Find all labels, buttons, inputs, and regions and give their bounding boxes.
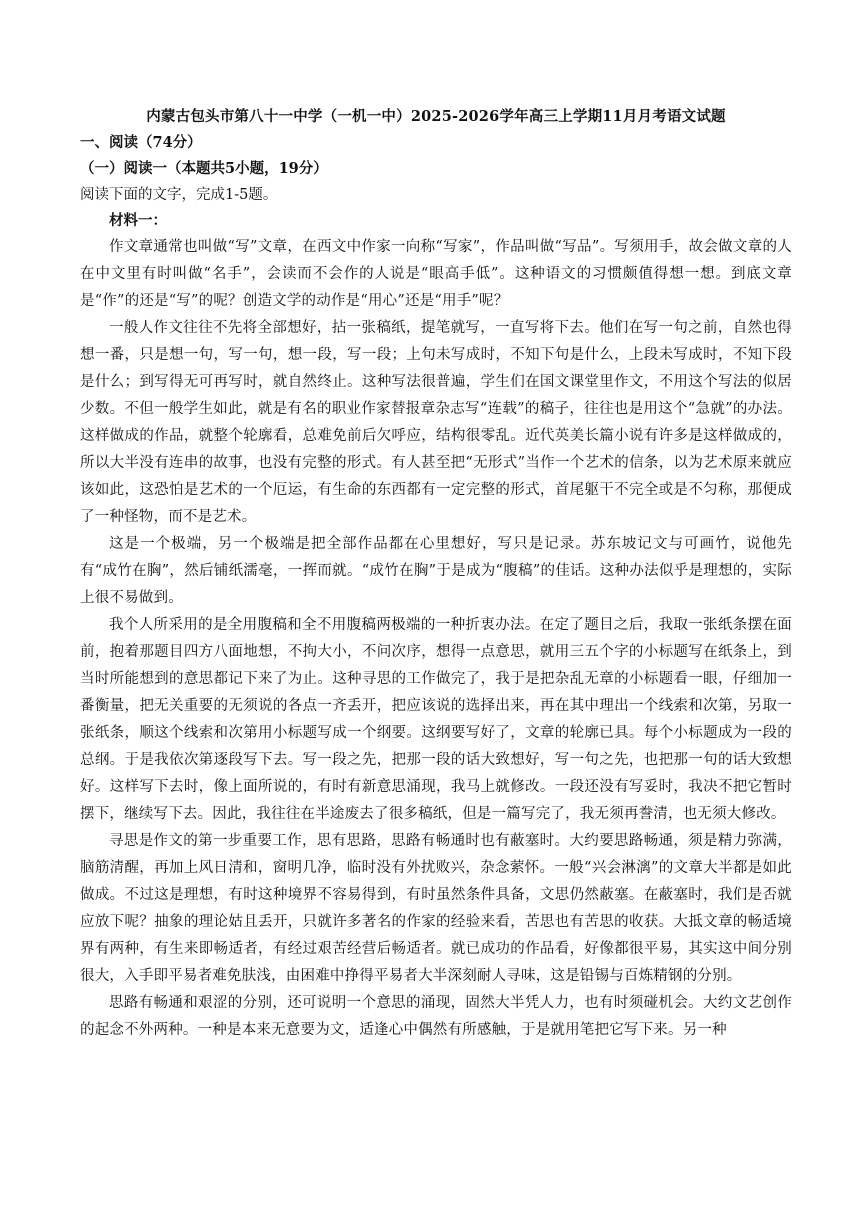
subsection-heading: （一）阅读一（本题共5小题，19分）: [80, 160, 328, 177]
document-page: [80, 106, 792, 1044]
reading-instruction: 阅读下面的文字，完成1-5题。: [80, 187, 278, 203]
paragraph-4: 我个人所采用的是全用腹稿和全不用腹稿两极端的一种折衷办法。在定了题目之后，我取一张纸条摆在面前，抱着那题目四方八面地想，不拘大小，不问次序，想得一点意思，就用三五个字的小标题写在纸条上，到当时所能想到的意思都记下来了为止。这种寻思的工作做完了，我于是把杂乱无章的小标题看一眼，仔细加一番衡量，把无关重要的无须说的各点一齐丢开，把应该说的选择出来，再在其中理出一个线索和次第，另取一张纸条，顺这个线索和次第用小标题写成一个纲要。这纲要写好了，文章的轮廓已具。每个小标题成为一段的总纲。于是我依次第逐段写下去。写一段之先，把那一段的话大致想好，写一句之先，也把那一句的话大致想好。这样写下去时，像上面所说的，有时有新意思涌现，我马上就修改。一段还没有写妥时，我决不把它暂时摆下，继续写下去。因此，我往往在半途废去了很多稿纸，但是一篇写完了，我无须再誊清，也无须大修改。: [80, 617, 792, 822]
material-label: 材料一：: [109, 212, 167, 229]
paragraph-6: 思路有畅通和艰涩的分别，还可说明一个意思的涌现，固然大半凭人力，也有时须碰机会。大约文艺创作的起念不外两种。一种是本来无意要为文，适逢心中偶然有所感触，于是就用笔把它写下来。另一种: [80, 995, 792, 1038]
paragraph-5: 寻思是作文的第一步重要工作，思有思路，思路有畅通时也有蔽塞时。大约要思路畅通，须是精力弥满，脑筋清醒，再加上风日清和，窗明几净，临时没有外扰败兴，杂念萦怀。一般“兴会淋漓”的文章大半都是如此做成。不过这是理想，有时这种境界不容易得到，有时虽然条件具备，文思仍然蔽塞。在蔽塞时，我们是否就应放下呢？抽象的理论姑且丢开，只就许多著名的作家的经验来看，苦思也有苦思的收获。大抵文章的畅适境界有两种，有生来即畅适者，有经过艰苦经营后畅适者。就已成功的作品看，好像都很平易，其实这中间分别很大，入手即平易者难免肤浅，由困难中挣得平易者大半深刻耐人寻味，这是铅锡与百炼精钢的分别。: [80, 833, 792, 984]
document-title: 内蒙古包头市第八十一中学（一机一中）2025-2026学年高三上学期11月月考语文试题: [146, 108, 726, 125]
paragraph-1: 作文章通常也叫做“写”文章，在西文中作家一向称“写家”，作品叫做“写品”。写须用手，故会做文章的人在中文里有时叫做“名手”，会读而不会作的人说是“眼高手低”。这种语文的习惯颇值得想一想。到底文章是“作”的还是“写”的呢？创造文学的动作是“用心”还是“用手”呢？: [80, 239, 792, 309]
section-heading: 一、阅读（74分）: [80, 134, 202, 151]
paragraph-2: 一般人作文往往不先将全部想好，拈一张稿纸，提笔就写，一直写将下去。他们在写一句之前，自然也得想一番，只是想一句，写一句，想一段，写一段；上句未写成时，不知下句是什么，上段未写成时，不知下段是什么；到写得无可再写时，就自然终止。这种写法很普遍，学生们在国文课堂里作文，不用这个写法的似居少数。不但一般学生如此，就是有名的职业作家替报章杂志写“连载”的稿子，往往也是用这个“急就”的办法。这样做成的作品，就整个轮廓看，总难免前后欠呼应，结构很零乱。近代英美长篇小说有许多是这样做成的，所以大半没有连串的故事，也没有完整的形式。有人甚至把“无形式”当作一个艺术的信条，以为艺术原来就应该如此，这恐怕是艺术的一个厄运，有生命的东西都有一定完整的形式，首尾躯干不完全或是不匀称，那便成了一种怪物，而不是艺术。: [80, 320, 792, 525]
paragraph-3: 这是一个极端，另一个极端是把全部作品都在心里想好，写只是记录。苏东坡记文与可画竹，说他先有“成竹在胸”，然后铺纸濡毫，一挥而就。“成竹在胸”于是成为“腹稿”的佳话。这种办法似乎是理想的，实际上很不易做到。: [80, 536, 792, 606]
